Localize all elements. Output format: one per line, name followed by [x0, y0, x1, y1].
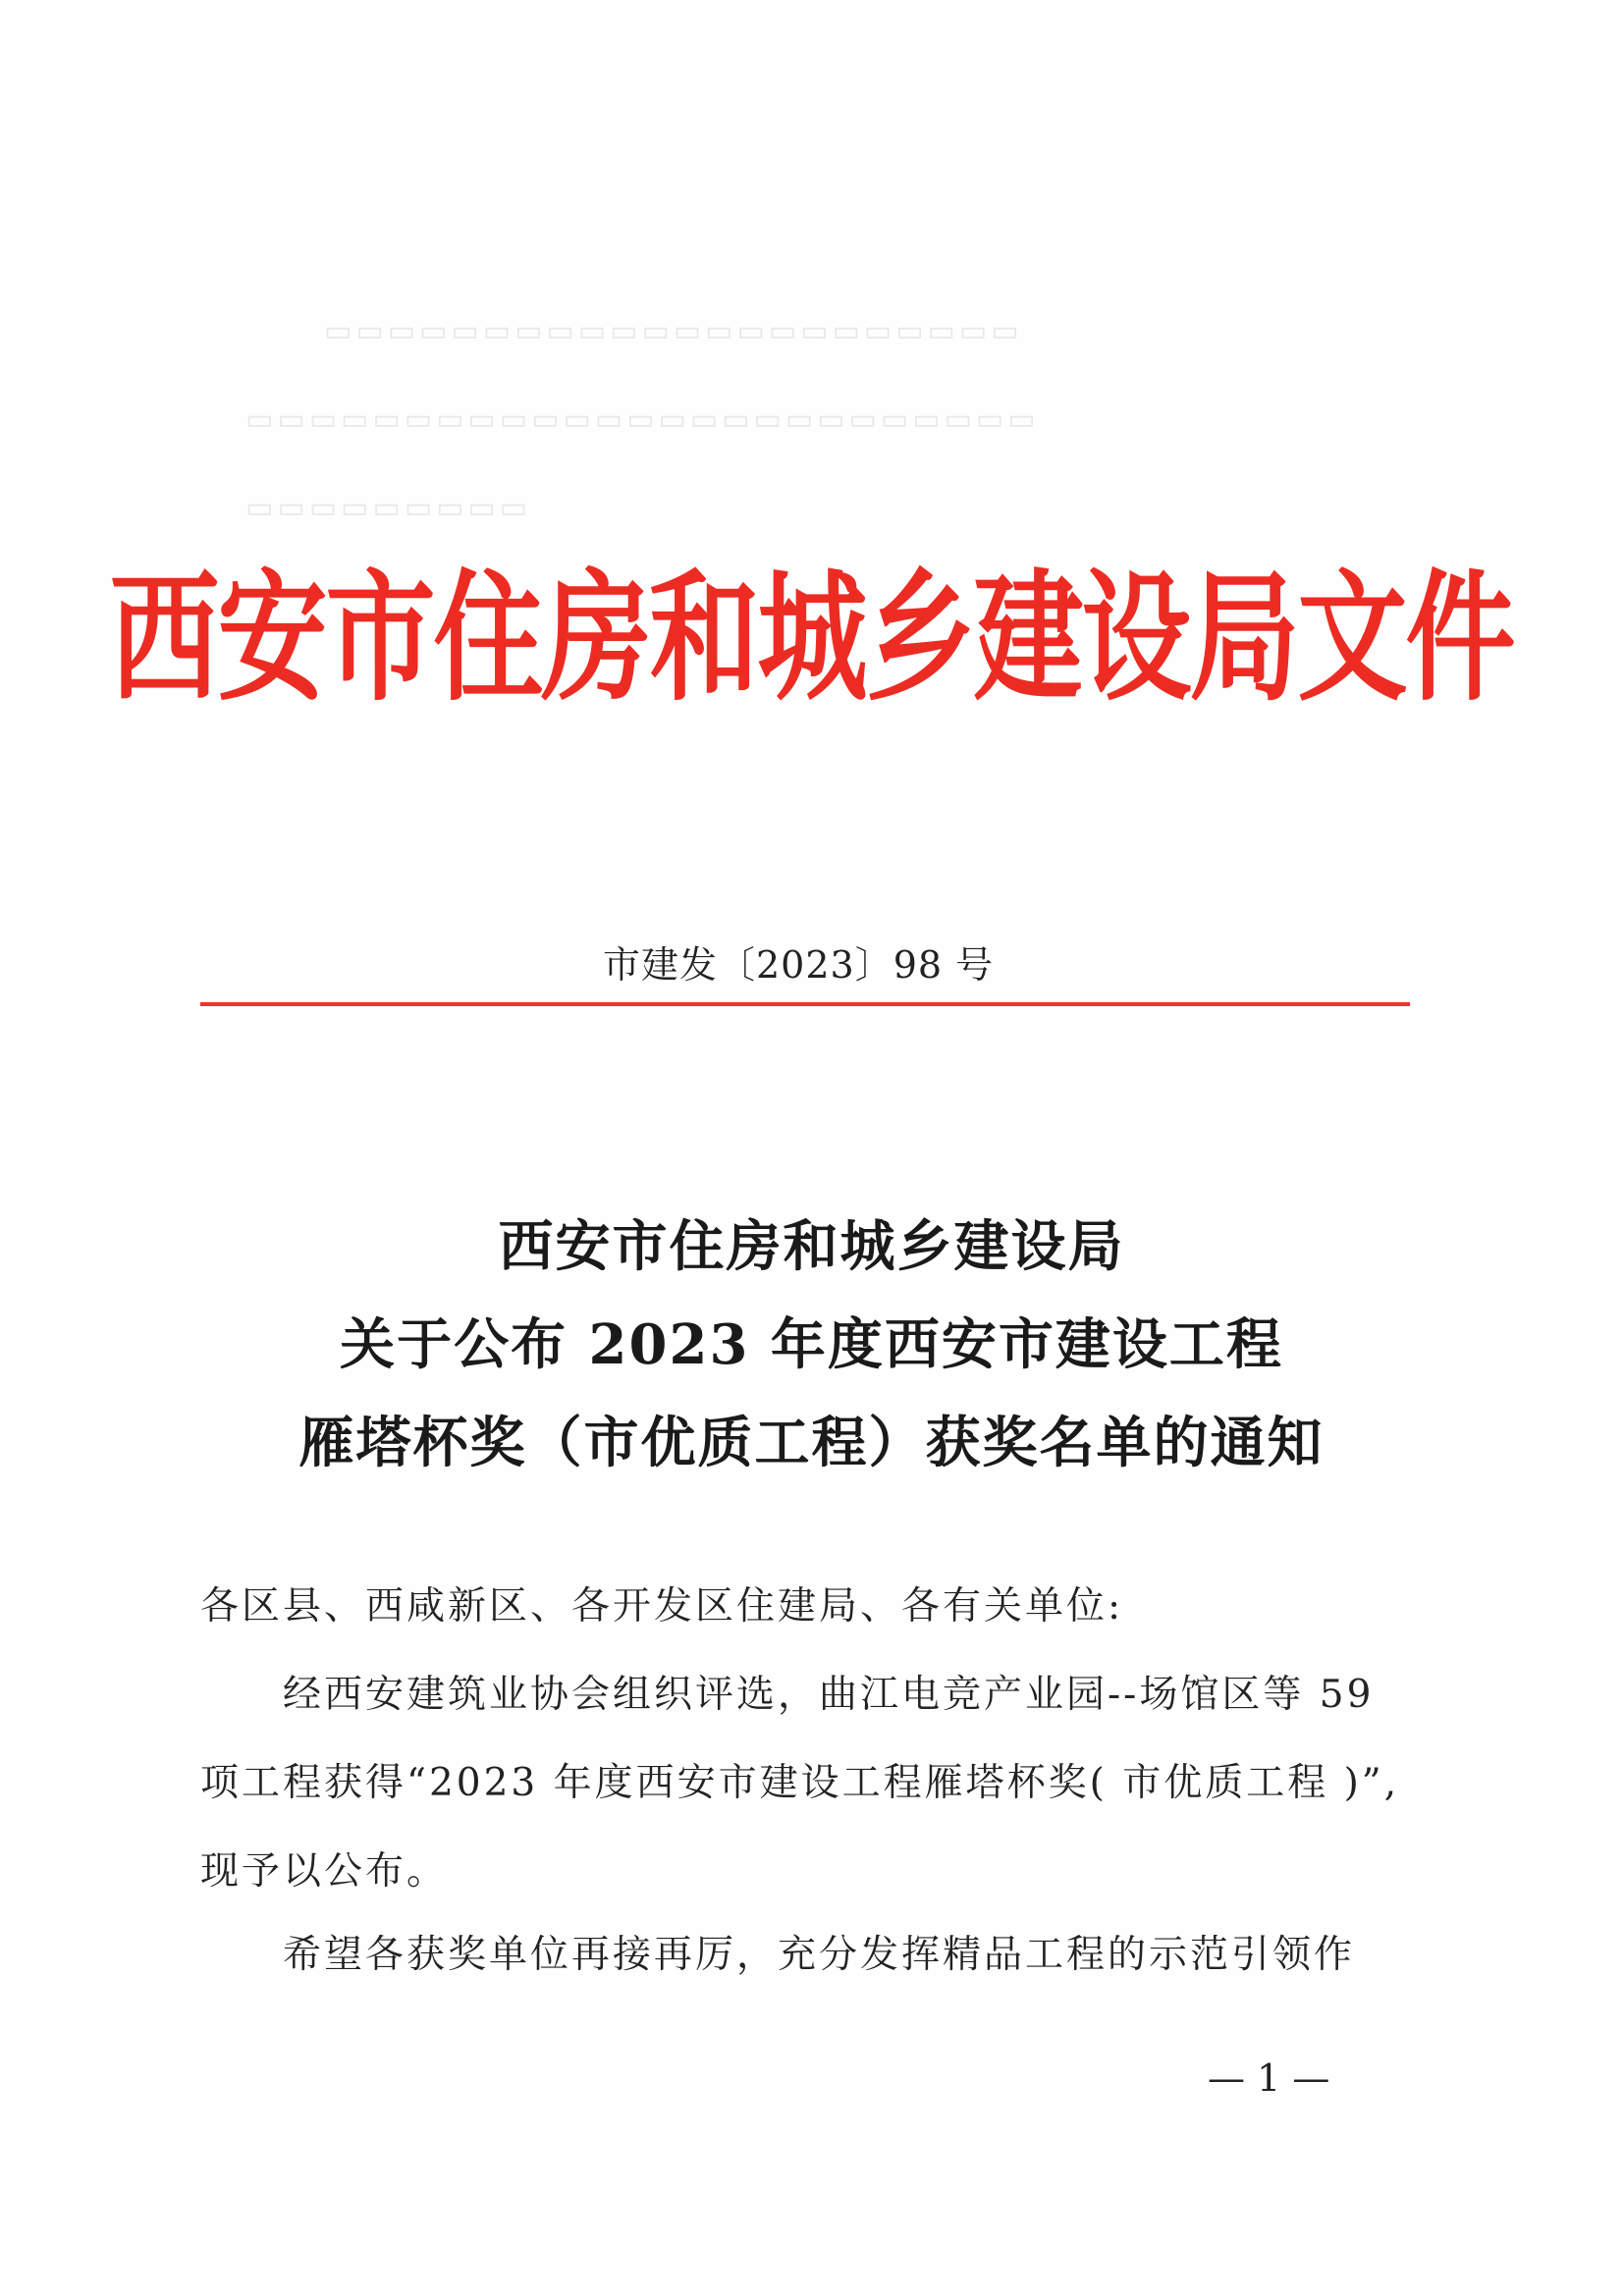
page-number: — 1 —: [1208, 2056, 1330, 2100]
body-paragraph-2: 希望各获奖单位再接再厉，充分发挥精品工程的示范引领作: [283, 1933, 1356, 1977]
title-line: 雁塔杯奖（市优质工程）获奖名单的通知: [298, 1411, 1325, 1475]
paragraph-line: 现予以公布。: [200, 1849, 449, 1894]
title-line: 关于公布 2023 年度西安市建设工程: [340, 1312, 1283, 1377]
title-line: 西安市住房和城乡建设局: [498, 1214, 1125, 1279]
paragraph-line: 经西安建筑业协会组织评选，曲江电竞产业园--场馆区等 59: [283, 1673, 1375, 1717]
paragraph-line: 项工程获得“2023 年度西安市建设工程雁塔杯奖( 市优质工程 )”,: [200, 1761, 1400, 1805]
body-paragraph-1: [200, 1651, 1410, 1916]
bleed-through-decoration: ▭▭▭▭▭▭▭▭▭: [245, 491, 532, 525]
salutation: 各区县、西咸新区、各开发区住建局、各有关单位:: [200, 1584, 1124, 1629]
document-number: 市建发〔2023〕98 号: [603, 943, 995, 987]
notice-title: [0, 1198, 1623, 1492]
bleed-through-decoration: ▭▭▭▭▭▭▭▭▭▭▭▭▭▭▭▭▭▭▭▭▭▭: [324, 314, 1023, 348]
bleed-through-decoration: ▭▭▭▭▭▭▭▭▭▭▭▭▭▭▭▭▭▭▭▭▭▭▭▭▭: [245, 402, 1040, 437]
document-masthead: 西安市住房和城乡建设局文件: [109, 556, 1514, 721]
red-divider-line: [200, 1002, 1410, 1006]
